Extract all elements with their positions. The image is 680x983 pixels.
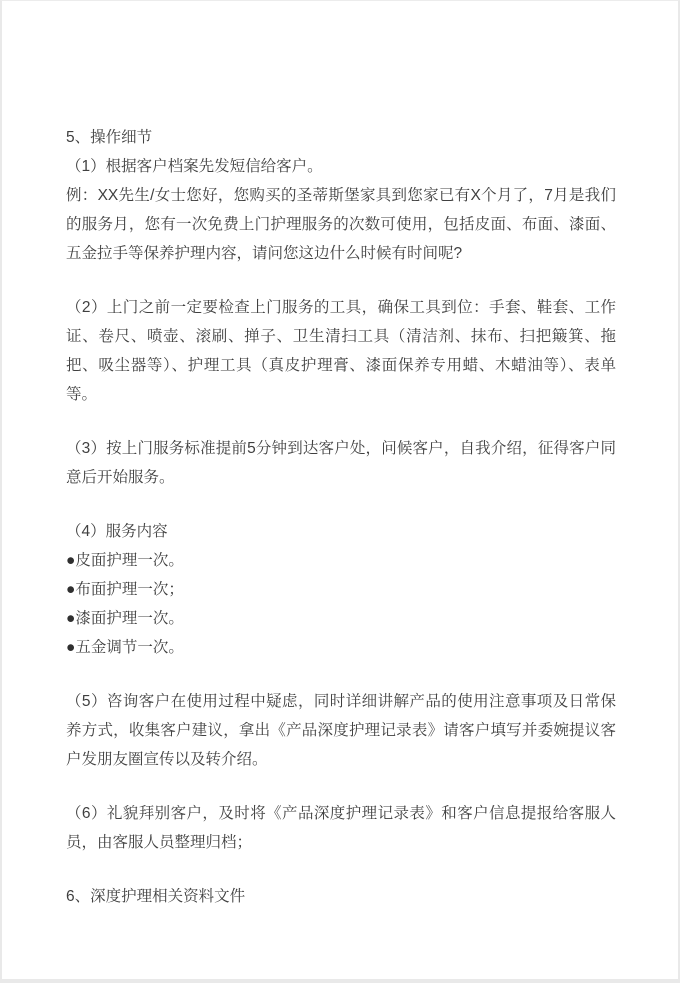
section5-step1: （1）根据客户档案先发短信给客户。	[66, 158, 323, 175]
section5-step5: （5）咨询客户在使用过程中疑虑，同时详细讲解产品的使用注意事项及日常保养方式，收集客户建议，拿出《产品深度护理记录表》请客户填写并委婉提议客户发朋友圈宣传以及转介绍。	[66, 693, 616, 768]
service-list-item	[66, 604, 616, 633]
service-item-text: 漆面护理一次。	[75, 610, 184, 627]
section5-step6: （6）礼貌拜别客户，及时将《产品深度护理记录表》和客户信息提报给客服人员，由客服人员整理归档；	[66, 805, 616, 851]
bullet-icon: ●	[66, 581, 76, 598]
section5-step2: （2）上门之前一定要检查上门服务的工具，确保工具到位：手套、鞋套、工作证、卷尺、喷壶、滚刷、掸子、卫生清扫工具（清洁剂、抹布、扫把簸箕、拖把、吸尘器等）、护理工具（真皮护理膏、漆面保养专用蜡、木蜡油等）、表单等。	[66, 299, 616, 403]
service-item-text: 皮面护理一次。	[75, 552, 184, 569]
section5-example-message: 例：XX先生/女士您好，您购买的圣蒂斯堡家具到您家已有X个月了，7月是我们的服务月，您有一次免费上门护理服务的次数可使用，包括皮面、布面、漆面、五金拉手等保养护理内容，请问您这边什么时候有时间呢?	[66, 187, 616, 262]
service-item-text: 五金调节一次。	[75, 639, 184, 656]
bullet-icon: ●	[66, 552, 76, 569]
service-list-item	[66, 633, 616, 662]
section6-heading: 6、深度护理相关资料文件	[66, 888, 246, 905]
bullet-icon: ●	[66, 639, 76, 656]
bullet-icon: ●	[66, 610, 76, 627]
document-content	[66, 123, 616, 911]
section5-step4-heading: （4）服务内容	[66, 523, 168, 540]
section5-heading: 5、操作细节	[66, 129, 153, 146]
section5-step3: （3）按上门服务标准提前5分钟到达客户处，问候客户，自我介绍，征得客户同意后开始服务。	[66, 440, 616, 486]
service-content-list	[66, 546, 616, 662]
service-item-text: 布面护理一次；	[75, 581, 184, 598]
service-list-item	[66, 575, 616, 604]
service-list-item	[66, 546, 616, 575]
